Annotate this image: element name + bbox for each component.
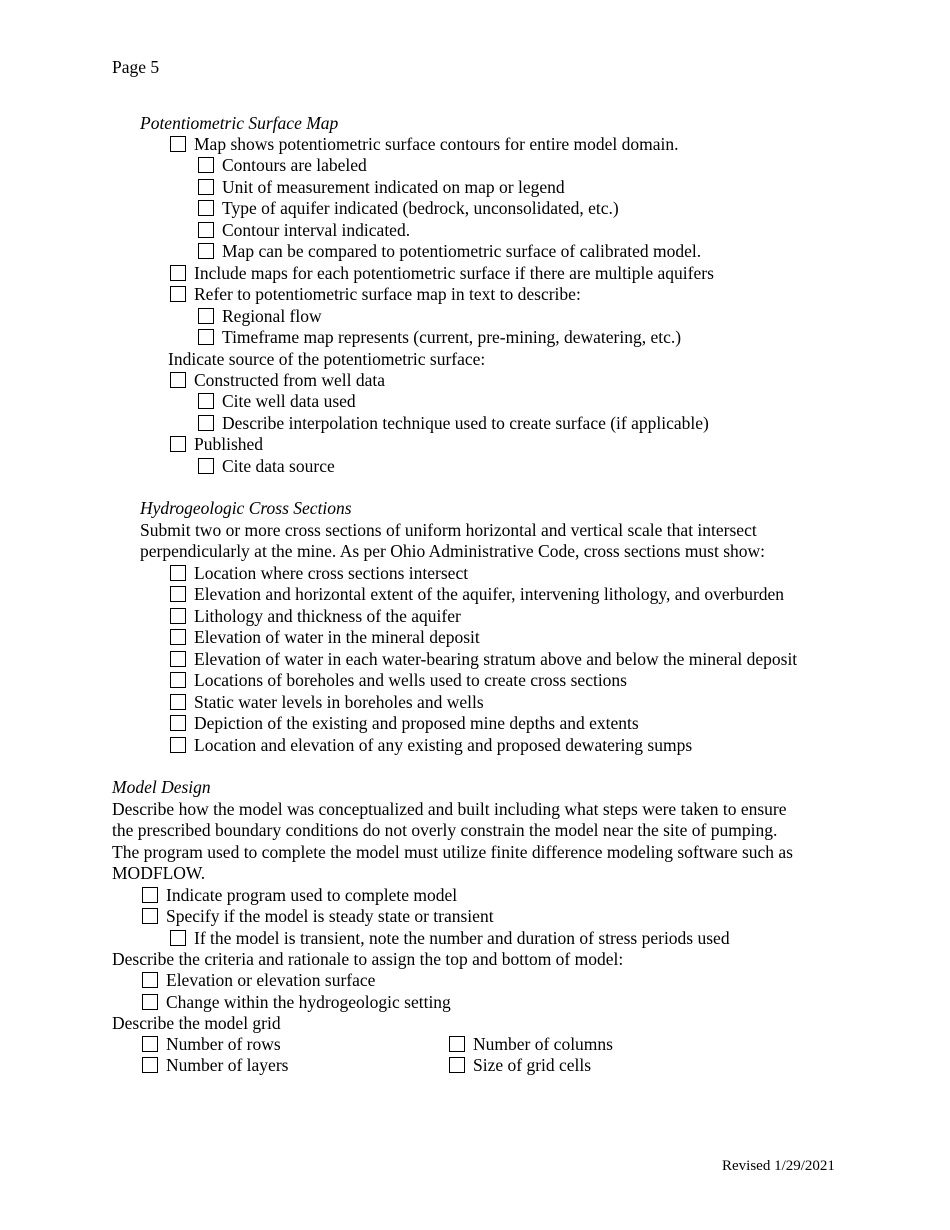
checklist-label: Specify if the model is steady state or transient [166, 906, 494, 926]
model-design-para-line-4: MODFLOW. [112, 863, 206, 883]
checkbox[interactable] [198, 393, 214, 409]
checklist-label: Include maps for each potentiometric surface if there are multiple aquifers [194, 263, 714, 283]
checkbox[interactable] [170, 586, 186, 602]
checklist-label: Lithology and thickness of the aquifer [194, 606, 461, 626]
criteria-intro: Describe the criteria and rationale to assign the top and bottom of model: [112, 949, 624, 969]
checkbox[interactable] [142, 1036, 158, 1052]
checklist-label: Change within the hydrogeologic setting [166, 992, 451, 1012]
checklist-label: Timeframe map represents (current, pre-mining, dewatering, etc.) [222, 327, 682, 347]
checkbox[interactable] [170, 930, 186, 946]
model-design-para-line-3: The program used to complete the model must utilize finite difference modeling software such as [112, 842, 793, 862]
checklist-label: Unit of measurement indicated on map or legend [222, 177, 565, 197]
checkbox[interactable] [170, 608, 186, 624]
checklist-label: Contours are labeled [222, 155, 367, 175]
checkbox[interactable] [449, 1057, 465, 1073]
checklist-label: Type of aquifer indicated (bedrock, unconsolidated, etc.) [222, 198, 619, 218]
section-heading-model-design: Model Design [112, 777, 211, 797]
checklist-label: If the model is transient, note the number and duration of stress periods used [194, 928, 730, 948]
section-heading-cross-sections: Hydrogeologic Cross Sections [140, 498, 352, 518]
checklist-label: Map shows potentiometric surface contours for entire model domain. [194, 134, 679, 154]
checklist-label: Number of rows [166, 1034, 281, 1054]
checkbox[interactable] [198, 329, 214, 345]
checklist-label: Location and elevation of any existing and proposed dewatering sumps [194, 735, 693, 755]
checklist-label: Contour interval indicated. [222, 220, 411, 240]
checkbox[interactable] [170, 265, 186, 281]
checkbox[interactable] [142, 1057, 158, 1073]
checkbox[interactable] [198, 200, 214, 216]
checkbox[interactable] [170, 136, 186, 152]
checklist-label: Map can be compared to potentiometric surface of calibrated model. [222, 241, 702, 261]
checkbox[interactable] [170, 629, 186, 645]
checklist-label: Describe interpolation technique used to create surface (if applicable) [222, 413, 709, 433]
checklist-label: Constructed from well data [194, 370, 385, 390]
checkbox[interactable] [170, 436, 186, 452]
page-number: Page 5 [112, 57, 160, 77]
checklist-label: Static water levels in boreholes and wells [194, 692, 484, 712]
source-intro: Indicate source of the potentiometric surface: [168, 349, 486, 369]
checkbox[interactable] [170, 372, 186, 388]
checklist-label: Refer to potentiometric surface map in text to describe: [194, 284, 581, 304]
checkbox[interactable] [170, 715, 186, 731]
checkbox[interactable] [198, 415, 214, 431]
checkbox[interactable] [198, 458, 214, 474]
checklist-label: Regional flow [222, 306, 322, 326]
checklist-label: Elevation of water in each water-bearing stratum above and below the mineral deposit [194, 649, 798, 669]
checklist-label: Locations of boreholes and wells used to create cross sections [194, 670, 627, 690]
cross-sections-intro-line-2: perpendicularly at the mine. As per Ohio Administrative Code, cross sections must show: [140, 541, 766, 561]
checkbox[interactable] [198, 179, 214, 195]
section-heading-potentiometric: Potentiometric Surface Map [140, 113, 339, 133]
cross-sections-intro-line-1: Submit two or more cross sections of uniform horizontal and vertical scale that intersect [140, 520, 757, 540]
checkbox[interactable] [170, 565, 186, 581]
checkbox[interactable] [170, 694, 186, 710]
checkbox[interactable] [449, 1036, 465, 1052]
checkbox[interactable] [142, 972, 158, 988]
checkbox[interactable] [170, 651, 186, 667]
checkbox[interactable] [170, 737, 186, 753]
checklist-label: Number of columns [473, 1034, 613, 1054]
checkbox[interactable] [198, 222, 214, 238]
grid-intro: Describe the model grid [112, 1013, 281, 1033]
revised-date: Revised 1/29/2021 [722, 1158, 835, 1174]
checklist-label: Elevation of water in the mineral deposit [194, 627, 480, 647]
model-design-para-line-2: the prescribed boundary conditions do not overly constrain the model near the site of pumping. [112, 820, 778, 840]
checkbox[interactable] [142, 908, 158, 924]
model-design-para-line-1: Describe how the model was conceptualized and built including what steps were taken to ensure [112, 799, 787, 819]
checklist-label: Size of grid cells [473, 1055, 592, 1075]
checklist-label: Cite data source [222, 456, 335, 476]
checklist-label: Cite well data used [222, 391, 356, 411]
checklist-label: Location where cross sections intersect [194, 563, 469, 583]
checkbox[interactable] [170, 672, 186, 688]
checkbox[interactable] [198, 308, 214, 324]
checkbox[interactable] [198, 157, 214, 173]
checkbox[interactable] [142, 994, 158, 1010]
checkbox[interactable] [142, 887, 158, 903]
checklist-label: Depiction of the existing and proposed mine depths and extents [194, 713, 639, 733]
checklist-label: Published [194, 434, 264, 454]
checklist-label: Number of layers [166, 1055, 289, 1075]
checkbox[interactable] [170, 286, 186, 302]
checklist-label: Elevation or elevation surface [166, 970, 376, 990]
checklist-label: Indicate program used to complete model [166, 885, 458, 905]
checklist-label: Elevation and horizontal extent of the aquifer, intervening lithology, and overburden [194, 584, 785, 604]
checkbox[interactable] [198, 243, 214, 259]
